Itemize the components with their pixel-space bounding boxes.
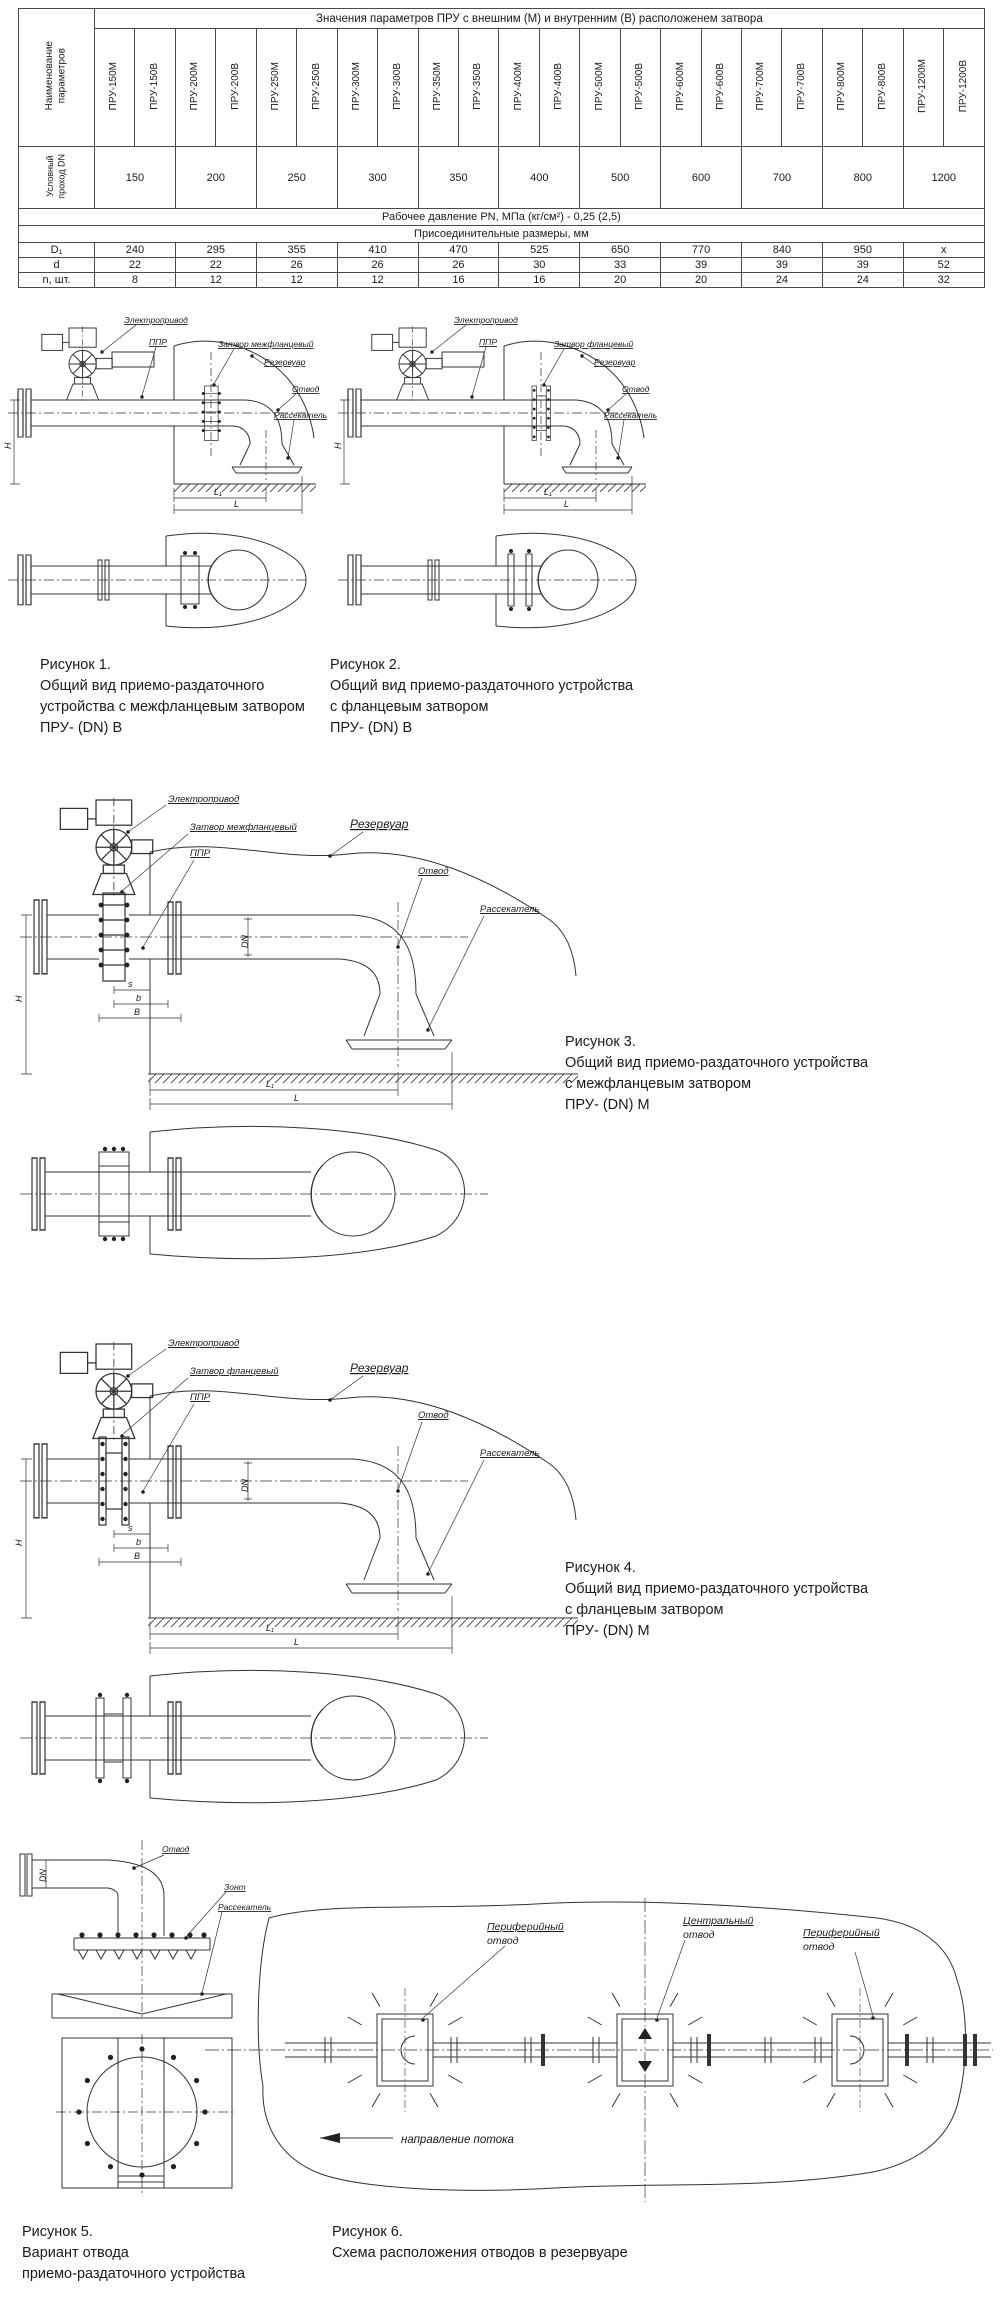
caption-line: Общий вид приемо-раздаточного устройства — [330, 678, 634, 694]
column-header: ПРУ-400В — [539, 29, 579, 147]
column-header: ПРУ-150В — [135, 29, 175, 147]
fig2-label-valve: Затвор фланцевый — [554, 339, 634, 349]
figure4-caption — [565, 1558, 985, 1642]
column-header: ПРУ-150М — [95, 29, 135, 147]
d1-value: 240 — [95, 243, 176, 258]
fig4-dim-h: H — [14, 1539, 24, 1546]
table-corner-label: Наименование параметров — [19, 9, 95, 147]
electric-actuator — [60, 798, 152, 897]
fig5-label-outlet: Отвод — [162, 1844, 190, 1854]
fig2-side-view — [338, 326, 646, 514]
fig3-label-diffuser: Рассекатель — [480, 904, 540, 915]
fig4-dim-s: s — [128, 1523, 133, 1533]
fig3-dim-l: L — [294, 1093, 300, 1103]
fig1-side-view — [8, 326, 316, 514]
n-value: 24 — [822, 273, 903, 288]
caption-line: ПРУ- (DN) М — [565, 1623, 650, 1639]
column-header: ПРУ-200М — [175, 29, 215, 147]
dn-value: 800 — [822, 147, 903, 209]
caption-line: ПРУ- (DN) М — [565, 1097, 650, 1113]
ground-hatch — [174, 484, 316, 492]
fig5-dim-dn: DN — [38, 1869, 48, 1882]
outlet-elbow — [564, 400, 612, 444]
caption-line: Рисунок 4. — [565, 1560, 636, 1576]
fig3-leaders — [120, 805, 484, 1032]
fig1-label-outlet: Отвод — [292, 384, 320, 394]
caption-line: Вариант отвода — [22, 2245, 129, 2261]
caption-line: Общий вид приемо-раздаточного устройства — [565, 1055, 869, 1071]
fig4-label-ppr: ППР — [190, 1392, 211, 1403]
caption-line: Общий вид приемо-раздаточного — [40, 678, 265, 694]
fig3-label-tank: Резервуар — [350, 817, 409, 831]
tank-nozzle-flange — [168, 1446, 181, 1518]
column-header: ПРУ-350М — [418, 29, 458, 147]
table-row — [19, 147, 985, 209]
figure3-caption — [565, 1032, 985, 1116]
dn-value: 250 — [256, 147, 337, 209]
outlet-elbow — [234, 400, 282, 444]
column-header: ПРУ-800В — [863, 29, 903, 147]
fig4-dim-B: B — [134, 1551, 141, 1561]
fig4-dim-dn: DN — [240, 1479, 250, 1492]
d1-value: 295 — [175, 243, 256, 258]
figure4-drawing — [14, 1316, 588, 1806]
fig2-label-tank: Резервуар — [594, 357, 636, 367]
fig1-dim-l: L — [234, 499, 240, 509]
caption-line: Схема расположения отводов в резервуаре — [332, 2245, 628, 2261]
diffuser-shape — [232, 444, 302, 473]
fig3-label-outlet: Отвод — [418, 866, 449, 877]
fig1-dim-h: H — [3, 442, 13, 449]
d-value: 39 — [661, 258, 742, 273]
fig3-plan-view — [20, 1126, 488, 1258]
fig3-side-view — [20, 798, 578, 1110]
table-row — [19, 273, 985, 288]
fig3-label-valve: Затвор межфланцевый — [190, 822, 297, 833]
ground-hatch — [504, 484, 646, 492]
d-value: 52 — [903, 258, 984, 273]
electric-actuator — [372, 326, 442, 401]
dn-value: 300 — [337, 147, 418, 209]
fig1-label-tank: Резервуар — [264, 357, 306, 367]
n-value: 20 — [580, 273, 661, 288]
column-header: ПРУ-250В — [297, 29, 337, 147]
fig4-label-electric-drive: Электропривод — [168, 1338, 240, 1349]
fig6-label-central-outlet: Центральный — [683, 1915, 754, 1927]
dn-value: 200 — [175, 147, 256, 209]
caption-line: Рисунок 1. — [40, 657, 111, 673]
fig3-dim-B: B — [134, 1007, 141, 1017]
d-value: 22 — [175, 258, 256, 273]
ground-hatch — [148, 1074, 578, 1083]
fig4-label-diffuser: Рассекатель — [480, 1448, 540, 1459]
figure6-drawing — [205, 1892, 993, 2208]
fig6-flow-arrow — [320, 2133, 393, 2143]
fig3-dim-b: b — [136, 993, 142, 1003]
column-header: ПРУ-400М — [499, 29, 539, 147]
n-value: 12 — [256, 273, 337, 288]
fig6-label-flow-direction: направление потока — [401, 2134, 514, 2146]
diffuser-shape — [562, 444, 632, 473]
fig3-dim-l1: L₁ — [266, 1079, 274, 1089]
figure6-caption — [332, 2222, 752, 2264]
n-value: 8 — [95, 273, 176, 288]
row-label-d1: D₁ — [19, 243, 95, 258]
fig1-label-diffuser: Рассекатель — [274, 410, 328, 420]
caption-line: Рисунок 5. — [22, 2224, 93, 2240]
ground-hatch — [148, 1618, 578, 1627]
column-header: ПРУ-600М — [661, 29, 701, 147]
electric-actuator — [42, 326, 112, 401]
fig4-plan-view — [20, 1670, 488, 1802]
d1-value: 770 — [661, 243, 742, 258]
d-value: 26 — [337, 258, 418, 273]
fig2-label-outlet: Отвод — [622, 384, 650, 394]
dn-row-label: Условный проход DN — [19, 147, 95, 209]
d-value: 22 — [95, 258, 176, 273]
table-row — [19, 9, 985, 29]
figure1-caption — [40, 655, 340, 739]
d1-value: 525 — [499, 243, 580, 258]
fig6-label-peripheral-outlet: Периферийный — [487, 1921, 564, 1933]
fig1-dim-l1: L₁ — [214, 487, 222, 497]
table-row — [19, 209, 985, 226]
n-value: 12 — [337, 273, 418, 288]
d1-value: 355 — [256, 243, 337, 258]
table-row — [19, 29, 985, 147]
n-value: 16 — [418, 273, 499, 288]
dn-value: 1200 — [903, 147, 984, 209]
d1-value: 410 — [337, 243, 418, 258]
parameters-table — [18, 8, 985, 288]
d-value: 30 — [499, 258, 580, 273]
column-header: ПРУ-1200В — [944, 29, 985, 147]
d-value: 33 — [580, 258, 661, 273]
wafer-valve — [99, 893, 130, 981]
caption-line: с межфланцевым затвором — [565, 1076, 752, 1092]
d-value: 39 — [742, 258, 823, 273]
fig2-dim-l: L — [564, 499, 570, 509]
fig4-label-outlet: Отвод — [418, 1410, 449, 1421]
caption-line: Рисунок 6. — [332, 2224, 403, 2240]
electric-actuator — [60, 1342, 152, 1441]
fig1-label-electric-drive: Электропривод — [124, 315, 188, 325]
column-header: ПРУ-500В — [620, 29, 660, 147]
column-header: ПРУ-600В — [701, 29, 741, 147]
column-header: ПРУ-250М — [256, 29, 296, 147]
figure1-drawing — [3, 308, 328, 652]
table-row — [19, 226, 985, 243]
d-value: 39 — [822, 258, 903, 273]
column-header: ПРУ-500М — [580, 29, 620, 147]
caption-line: устройства с межфланцевым затвором — [40, 699, 305, 715]
fig4-label-valve: Затвор фланцевый — [190, 1366, 279, 1377]
column-header: ПРУ-800М — [822, 29, 862, 147]
row-label-d: d — [19, 258, 95, 273]
fig3-label-electric-drive: Электропривод — [168, 794, 240, 805]
caption-line: Рисунок 2. — [330, 657, 401, 673]
fig3-dim-s: s — [128, 979, 133, 989]
fig6-label-peripheral-outlet-2: Периферийный — [803, 1927, 880, 1939]
pressure-row: Рабочее давление PN, МПа (кг/см²) - 0,25 (2,5) — [19, 209, 985, 226]
fig3-dim-dn: DN — [240, 935, 250, 948]
figure5-caption — [22, 2222, 322, 2285]
fig2-plan-view — [338, 533, 636, 627]
fig6-label-peripheral-outlet-2-word: отвод — [803, 1941, 835, 1953]
fig1-label-ppr: ППР — [149, 337, 167, 347]
d1-value: 650 — [580, 243, 661, 258]
d1-value: 950 — [822, 243, 903, 258]
table-row — [19, 243, 985, 258]
n-value: 16 — [499, 273, 580, 288]
flow-arrow-head — [320, 2133, 340, 2143]
row-label-n: n, шт. — [19, 273, 95, 288]
fig1-label-valve: Затвор межфланцевый — [218, 339, 314, 349]
caption-line: ПРУ- (DN) В — [40, 720, 123, 736]
fig3-label-ppr: ППР — [190, 848, 211, 859]
fig2-label-diffuser: Рассекатель — [604, 410, 658, 420]
connection-dims-row: Присоединительные размеры, мм — [19, 226, 985, 243]
d-value: 26 — [256, 258, 337, 273]
fig5-label-umbrella: Зонт — [224, 1882, 246, 1892]
diffuser-shape — [346, 1538, 452, 1593]
caption-line: Общий вид приемо-раздаточного устройства — [565, 1581, 869, 1597]
column-header: ПРУ-700В — [782, 29, 822, 147]
dn-value: 500 — [580, 147, 661, 209]
fig4-dim-l: L — [294, 1637, 300, 1647]
n-value: 24 — [742, 273, 823, 288]
fig6-label-central-outlet-word: отвод — [683, 1929, 715, 1941]
fig6-pipeline — [205, 1898, 993, 2202]
fig2-dim-h: H — [333, 442, 343, 449]
d1-value: 840 — [742, 243, 823, 258]
fig4-dim-b: b — [136, 1537, 142, 1547]
dn-value: 350 — [418, 147, 499, 209]
column-header: ПРУ-1200М — [903, 29, 943, 147]
caption-line: с фланцевым затвором — [330, 699, 489, 715]
dn-value: 400 — [499, 147, 580, 209]
column-header: ПРУ-700М — [742, 29, 782, 147]
fig6-tank-outline — [258, 1902, 965, 2190]
fig6-label-peripheral-outlet-word: отвод — [487, 1935, 519, 1947]
outlet-elbow — [108, 1860, 164, 1896]
n-value: 20 — [661, 273, 742, 288]
fig3-dim-h: H — [14, 995, 24, 1002]
column-header: ПРУ-200В — [216, 29, 256, 147]
dn-value: 600 — [661, 147, 742, 209]
d1-value: 470 — [418, 243, 499, 258]
dn-value: 700 — [742, 147, 823, 209]
figure2-drawing — [333, 308, 658, 652]
figure3-drawing — [14, 772, 588, 1262]
fig1-plan-view — [8, 533, 306, 627]
fig4-leaders — [120, 1349, 484, 1576]
caption-line: Рисунок 3. — [565, 1034, 636, 1050]
n-value: 32 — [903, 273, 984, 288]
caption-line: с фланцевым затвором — [565, 1602, 724, 1618]
d1-value: x — [903, 243, 984, 258]
tank-nozzle-flange — [168, 902, 181, 974]
fig5-side-view — [20, 1840, 232, 2020]
fig2-dim-l1: L₁ — [544, 487, 552, 497]
fig4-dim-l1: L₁ — [266, 1623, 274, 1633]
fig4-label-tank: Резервуар — [350, 1361, 409, 1375]
fig5-label-diffuser: Рассекатель — [218, 1902, 272, 1912]
n-value: 12 — [175, 273, 256, 288]
fig4-side-view — [20, 1342, 578, 1654]
figure2-caption — [330, 655, 660, 739]
dn-value: 150 — [95, 147, 176, 209]
table-header: Значения параметров ПРУ с внешним (М) и внутренним (В) расположенем затвора — [95, 9, 985, 29]
d-value: 26 — [418, 258, 499, 273]
caption-line: приемо-раздаточного устройства — [22, 2266, 246, 2282]
table-row — [19, 258, 985, 273]
column-header: ПРУ-300В — [378, 29, 418, 147]
column-header: ПРУ-350В — [458, 29, 498, 147]
diffuser-shape — [346, 994, 452, 1049]
caption-line: ПРУ- (DN) В — [330, 720, 413, 736]
fig2-label-electric-drive: Электропривод — [454, 315, 518, 325]
column-header: ПРУ-300М — [337, 29, 377, 147]
fig2-label-ppr: ППР — [479, 337, 497, 347]
